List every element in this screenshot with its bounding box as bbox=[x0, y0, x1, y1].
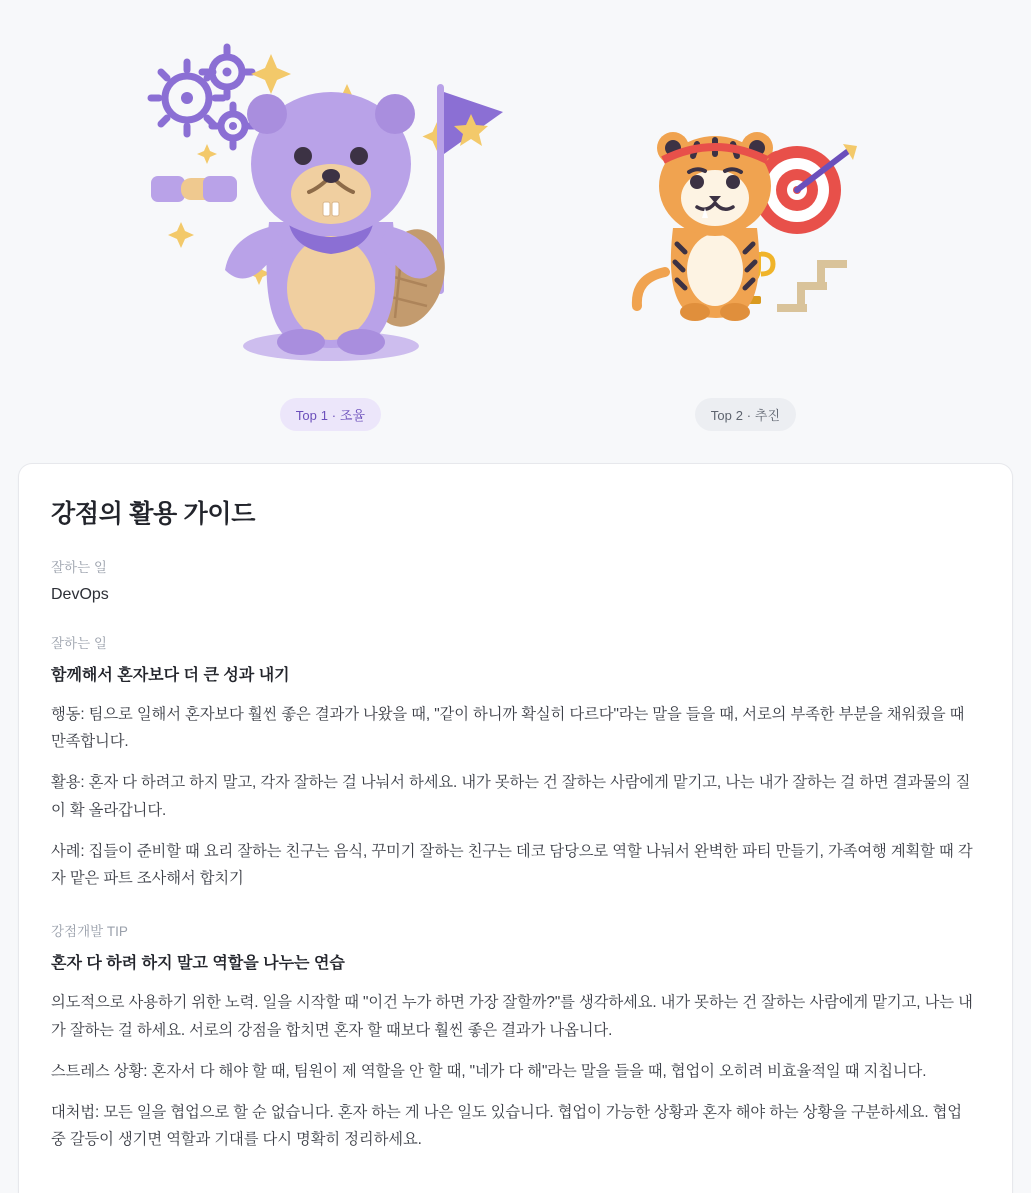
strength-guide-card bbox=[18, 463, 1013, 1193]
guide-section-tip bbox=[51, 920, 980, 1153]
character-card-top1 bbox=[121, 26, 541, 431]
section-paragraph: 행동: 팀으로 일해서 혼자보다 훨씬 좋은 결과가 나왔을 때, "같이 하니까 확실히 다르다"라는 말을 들을 때, 서로의 부족한 부분을 채워줬을 때 만족합니다. bbox=[51, 706, 965, 751]
beaver-mascot-illustration bbox=[141, 26, 521, 376]
section-value: DevOps bbox=[51, 586, 109, 603]
section-label: 잘하는 일 bbox=[51, 560, 107, 575]
section-paragraph: 활용: 혼자 다 하려고 하지 말고, 각자 잘하는 걸 나눠서 하세요. 내가 못하는 건 잘하는 사람에게 맡기고, 나는 내가 잘하는 걸 하면 결과물의 질이 확 올라갑니다. bbox=[51, 774, 971, 819]
section-paragraph: 스트레스 상황: 혼자서 다 해야 할 때, 팀원이 제 역할을 안 할 때, "네가 다 해"라는 말을 들을 때, 협업이 오히려 비효율적일 때 지칩니다. bbox=[51, 1062, 927, 1080]
character-card-top2 bbox=[581, 104, 911, 431]
section-label: 잘하는 일 bbox=[51, 636, 107, 651]
strength-characters-hero bbox=[0, 0, 1031, 431]
section-paragraph: 대처법: 모든 일을 협업으로 할 순 없습니다. 혼자 하는 게 나은 일도 있습니다. 협업이 가능한 상황과 혼자 해야 하는 상황을 구분하세요. 협업 중 갈등이 생기면 역할과 기대를 다시 명확히 정리하세요. bbox=[51, 1103, 962, 1149]
section-heading: 혼자 다 하려 하지 말고 역할을 나누는 연습 bbox=[51, 955, 345, 973]
section-label: 강점개발 TIP bbox=[51, 924, 128, 940]
guide-section-job bbox=[51, 556, 980, 604]
guide-section-strength bbox=[51, 632, 980, 892]
tiger-mascot-illustration bbox=[621, 104, 871, 354]
section-paragraph: 사례: 집들이 준비할 때 요리 잘하는 친구는 음식, 꾸미기 잘하는 친구는 데코 담당으로 역할 나눠서 완벽한 파티 만들기, 가족여행 계획할 때 각자 맡은 파트 조사해서 합치기 bbox=[51, 842, 973, 888]
badge-top1: Top 1 · 조율 bbox=[280, 398, 381, 431]
page-title: 강점의 활용 가이드 bbox=[51, 500, 256, 528]
section-heading: 함께해서 혼자보다 더 큰 성과 내기 bbox=[51, 667, 290, 684]
badge-top2: Top 2 · 추진 bbox=[695, 398, 796, 431]
section-paragraph: 의도적으로 사용하기 위한 노력. 일을 시작할 때 "이건 누가 하면 가장 잘할까?"를 생각하세요. 내가 못하는 건 잘하는 사람에게 맡기고, 나는 내가 잘하는 걸 하세요. 서로의 강점을 합치면 혼자 할 때보다 훨씬 좋은 결과가 나옵니다. bbox=[51, 994, 973, 1039]
